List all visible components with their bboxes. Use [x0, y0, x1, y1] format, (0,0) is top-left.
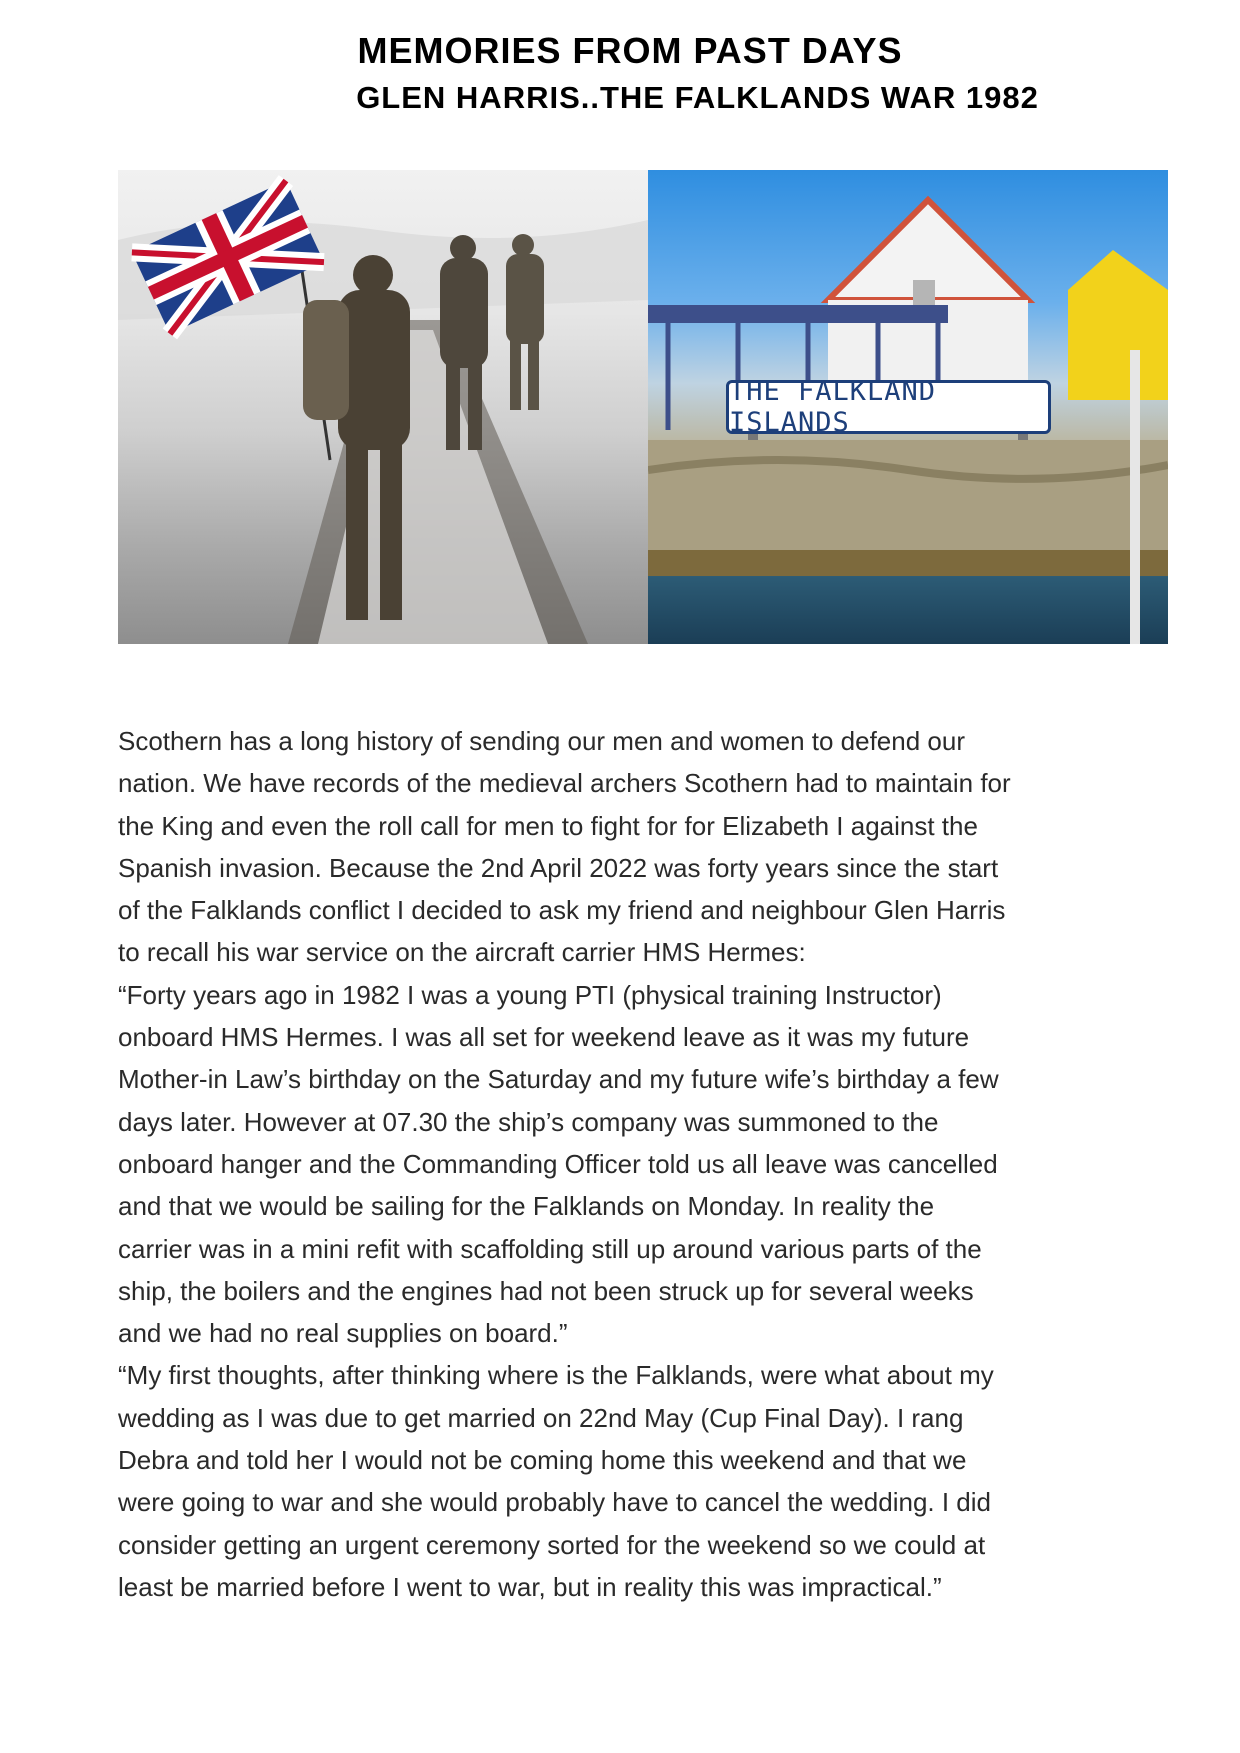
page-subtitle: GLEN HARRIS..THE FALKLANDS WAR 1982: [356, 80, 1039, 115]
article-body: Scothern has a long history of sending our men and women to defend our nation. We have records of the medieval archers Scothern had to maintain for the King and even the roll call for men to fight for for Elizabeth I against the Spanish invasion. Because the 2nd April 2022 was forty years since the start of the Falklands conflict I decided to ask my friend and neighbour Glen Harris to recall his war service on the aircraft carrier HMS Hermes: “Forty years ago in 1982 I was a young PTI (physical training Instructor) onboard HMS Hermes. I was all set for weekend leave as it was my future Mother-in Law’s birthday on the Saturday and my future wife’s birthday a few days later. However at 07.30 the ship’s company was summoned to the onboard hanger and the Commanding Officer told us all leave was cancelled and that we would be sailing for the Falklands on Monday. In reality the carrier was in a mini refit with scaffolding still up around various parts of the ship, the boilers and the engines had not been struck up for several weeks and we had no real supplies on board.” “My first thoughts, after thinking where is the Falklands, were what about my wedding as I was due to get married on 22nd May (Cup Final Day). I rang Debra and told her I would not be coming home this weekend and that we were going to war and she would probably have to cancel the wedding. I did consider getting an urgent ceremony sorted for the weekend so we could at least be married before I went to war, but in reality this was impractical.”: [118, 726, 1011, 1602]
falkland-islands-sign-photo: [648, 170, 1168, 644]
falkland-islands-sign: THE FALKLAND ISLANDS: [726, 380, 1051, 434]
photo-strip: [118, 170, 1168, 644]
soldiers-illustration: [118, 170, 648, 644]
page-title: MEMORIES FROM PAST DAYS: [357, 30, 903, 71]
soldiers-marching-photo: [118, 170, 648, 644]
